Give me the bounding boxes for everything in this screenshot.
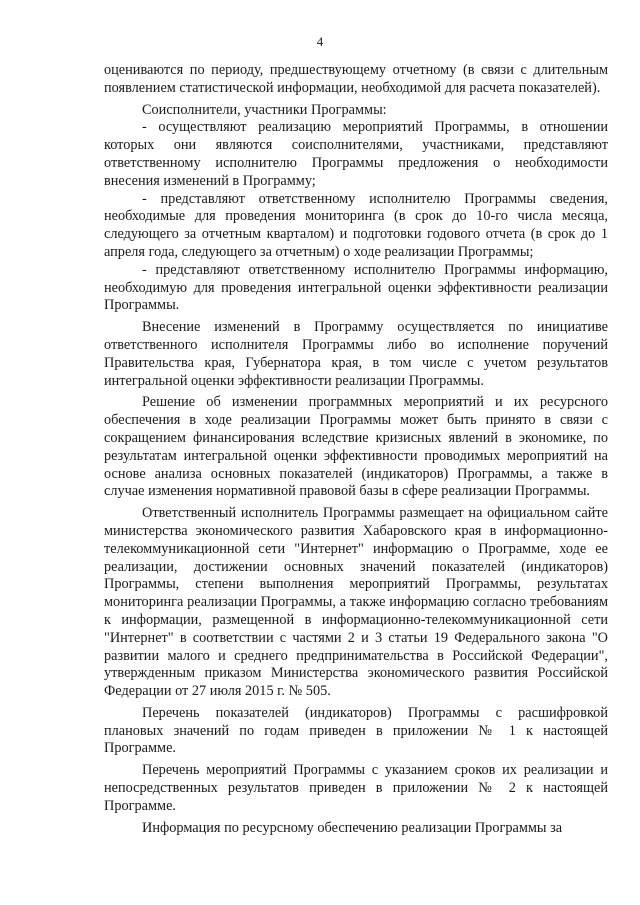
document-body [104, 62, 608, 841]
paragraph-measures-list: Перечень мероприятий Программы с указанием сроков их реализации и непосредственных результатов приведен в приложении № 2 к настоящей Программе. [104, 762, 608, 814]
paragraph-list-item: - представляют ответственному исполнителю Программы информацию, необходимую для проведения интегральной оценки эффективности реализации Программы. [104, 261, 608, 314]
paragraph-list-item: - осуществляют реализацию мероприятий Программы, в отношении которых они являются соисполнителями, участниками, представляют ответственному исполнителю Программы предложения о необходимости внесения изменений в Программу; [104, 119, 608, 189]
page-number: 4 [316, 34, 324, 49]
paragraph-resource-info: Информация по ресурсному обеспечению реализации Программы за [142, 819, 563, 836]
paragraph-co-executors-heading: Соисполнители, участники Программы: [142, 101, 387, 118]
paragraph-list-item: - представляют ответственному исполнителю Программы сведения, необходимые для проведения мониторинга (в срок до 10-го числа месяца, следующего за отчетным кварталом) и подготовки годового отчета (в срок до 1 апреля года, следующего за отчетным) о ходе реализации Программы; [104, 190, 608, 260]
paragraph-continuation: оцениваются по периоду, предшествующему отчетному (в связи с длительным появлением статистической информации, необходимой для расчета показателей). [104, 62, 608, 96]
paragraph-indicators-list: Перечень показателей (индикаторов) Программы с расшифровкой плановых значений по годам приведен в приложении № 1 к настоящей Программе. [104, 704, 608, 757]
paragraph-program-changes: Внесение изменений в Программу осуществляется по инициативе ответственного исполнителя Программы либо во исполнение поручений Правительства края, Губернатора края, в том числе с учетом результатов интегральной оценки эффективности реализации Программы. [104, 319, 608, 389]
paragraph-publication: Ответственный исполнитель Программы размещает на официальном сайте министерства экономического развития Хабаровского края в информационно-телекоммуникационной сети "Интернет" информацию о Программе, ходе ее реализации, достижении основных значений показателей (индикаторов) Программы, степени выполнения мероприятий Программы, результатах мониторинга реализации Программы, а также информацию согласно требованиям к информации, размещенной в информационно-телекоммуникационной сети "Интернет" в соответствии с частями 2 и 3 статьи 19 Федерального закона "О развитии малого и среднего предпринимательства в Российской Федерации", утвержденным приказом Министерства экономического развития Российской Федерации от 27 июля 2015 г. № 505. [104, 505, 608, 700]
paragraph-change-decision: Решение об изменении программных мероприятий и их ресурсного обеспечения в ходе реализации Программы может быть принято в связи с сокращением финансирования вследствие кризисных явлений в экономике, по результатам интегральной оценки эффективности проводимых мероприятий на основе анализа основных показателей (индикаторов) Программы, а также в случае изменения нормативной правовой базы в сфере реализации Программы. [104, 394, 608, 500]
